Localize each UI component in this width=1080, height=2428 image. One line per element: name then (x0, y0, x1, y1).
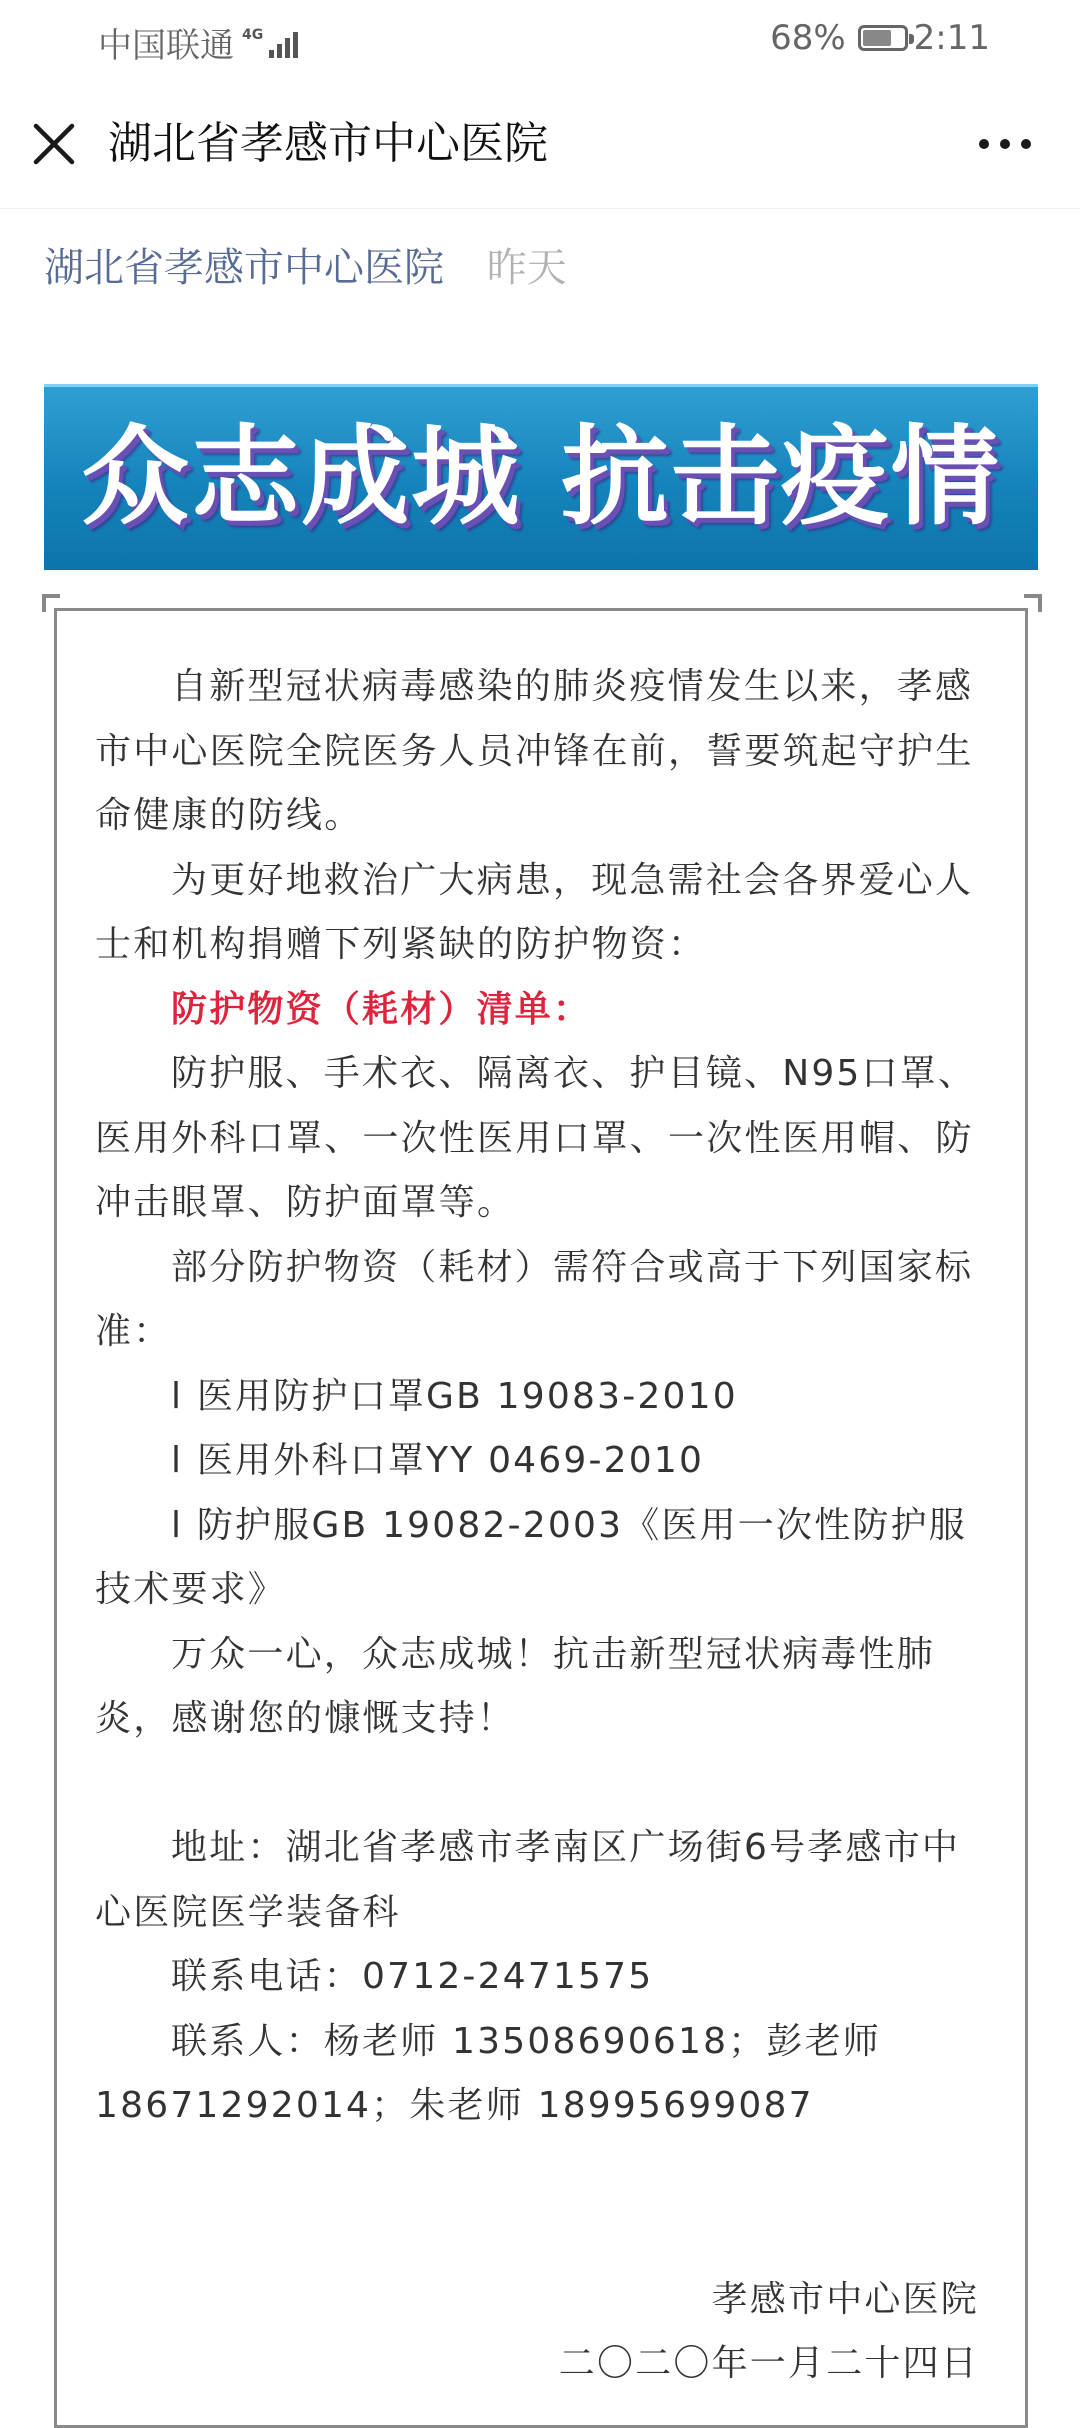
article-content (54, 608, 1028, 2428)
signal-icon (242, 28, 298, 58)
list-heading: 防护物资（耗材）清单： (171, 988, 592, 1030)
network-type: 4G (242, 26, 264, 43)
battery-icon (858, 25, 908, 51)
standard-item-2: l 医用外科口罩YY 0469-2010 (171, 1440, 705, 1481)
battery-percent: 68% (770, 18, 846, 58)
paragraph-closing: 万众一心，众志成城！抗击新型冠状病毒性肺炎，感谢您的慷慨支持！ (95, 1633, 936, 1739)
signature-date: 二〇二〇年一月二十四日 (558, 2343, 979, 2384)
clock: 2:11 (913, 18, 990, 58)
address-line: 地址：湖北省孝感市孝南区广场街6号孝感市中心医院医学装备科 (95, 1827, 961, 1933)
status-left (98, 18, 298, 67)
banner-text: 众志成城 抗击疫情 (81, 414, 1001, 540)
signature: 孝感市中心医院 (711, 2278, 979, 2320)
nav-bar (0, 80, 1080, 209)
phone-line: 联系电话：0712-2471575 (171, 1956, 654, 1997)
publish-date: 昨天 (486, 245, 567, 291)
standard-item-1: l 医用防护口罩GB 19083-2010 (171, 1375, 738, 1417)
spacer (95, 1752, 987, 1817)
nav-title: 湖北省孝感市中心医院 (108, 118, 548, 169)
close-icon (26, 116, 82, 172)
article-meta (44, 240, 567, 296)
contacts-line: 联系人：杨老师 13508690618；彭老师 18671292014；朱老师 18995699087 (95, 2020, 881, 2126)
more-options-button[interactable] (970, 116, 1040, 172)
status-right (770, 18, 990, 58)
account-name-link[interactable]: 湖北省孝感市中心医院 (44, 245, 444, 291)
banner-image (44, 384, 1038, 570)
spacer (95, 2139, 987, 2268)
carrier-label: 中国联通 (98, 26, 234, 66)
paragraph-intro: 自新型冠状病毒感染的肺炎疫情发生以来，孝感市中心医院全院医务人员冲锋在前，誓要筑起守护生命健康的防线。 (95, 666, 974, 836)
more-dots-icon (970, 116, 1040, 172)
paragraph-standards: 部分防护物资（耗材）需符合或高于下列国家标准： (95, 1246, 974, 1352)
paragraph-supplies: 防护服、手术衣、隔离衣、护目镜、N95口罩、医用外科口罩、一次性医用口罩、一次性医用帽、防冲击眼罩、防护面罩等。 (95, 1053, 977, 1223)
paragraph-appeal: 为更好地救治广大病患，现急需社会各界爱心人士和机构捐赠下列紧缺的防护物资： (95, 859, 974, 965)
close-button[interactable] (26, 116, 82, 172)
status-bar (0, 0, 1080, 80)
standard-item-3: l 防护服GB 19082-2003《医用一次性防护服技术要求》 (95, 1504, 968, 1610)
